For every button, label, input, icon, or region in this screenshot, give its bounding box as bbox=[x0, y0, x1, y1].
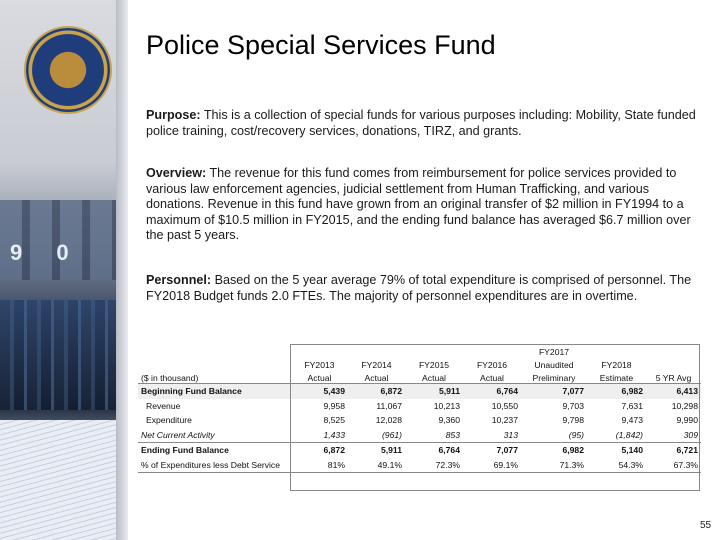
table-cell: 6,764 bbox=[463, 384, 521, 399]
table-header-cell: FY2018 bbox=[601, 360, 632, 370]
table-header-cell bbox=[405, 344, 463, 357]
table-header-cell: ($ in thousand) bbox=[138, 370, 291, 384]
table-header-cell bbox=[291, 344, 349, 357]
table-cell: 69.1% bbox=[463, 458, 521, 473]
table-row-label: Revenue bbox=[138, 399, 291, 414]
table-header-cell: Actual bbox=[422, 373, 446, 383]
purpose-text: This is a collection of special funds for various purposes including: Mobility, State funded police training, cost/recovery services, donations, TIRZ, and grants. bbox=[146, 108, 696, 138]
table-header-cell bbox=[463, 344, 521, 357]
table-header-cell: 5 YR Avg bbox=[655, 373, 692, 383]
paper-image bbox=[0, 420, 118, 540]
table-cell: 54.3% bbox=[587, 458, 646, 473]
table-header-row bbox=[138, 357, 701, 370]
skyline-overlay bbox=[0, 300, 118, 410]
table-cell: 10,550 bbox=[491, 400, 518, 411]
overview-label: Overview: bbox=[146, 166, 207, 180]
table-cell: 12,028 bbox=[375, 415, 402, 426]
table-header-cell: FY2013 bbox=[304, 360, 335, 370]
table-cell: 9,958 bbox=[323, 400, 345, 411]
table-header-cell: FY2017 bbox=[538, 347, 570, 357]
table-cell: 853 bbox=[445, 429, 460, 440]
table-header-cell: FY2015 bbox=[418, 360, 450, 370]
side-panel-divider bbox=[116, 0, 128, 540]
table-header-cell: FY2016 bbox=[476, 360, 508, 370]
table-cell: 72.3% bbox=[405, 458, 463, 473]
purpose-label: Purpose: bbox=[146, 108, 201, 122]
table-cell: 5,439 bbox=[291, 384, 349, 399]
page-number: 55 bbox=[700, 520, 712, 531]
table-cell: 5,911 bbox=[348, 443, 405, 458]
decorative-side-panel bbox=[0, 0, 128, 540]
table-cell: 11,067 bbox=[376, 400, 402, 411]
table-row-label: % of Expenditures less Debt Service bbox=[138, 458, 291, 473]
table-cell: 7,631 bbox=[621, 400, 643, 411]
fund-summary-table bbox=[138, 344, 701, 473]
table-cell: 49.1% bbox=[348, 458, 405, 473]
personnel-paragraph bbox=[146, 273, 701, 304]
overview-text: The revenue for this fund comes from reimbursement for police services provided to various law enforcement agencies, judicial settlement from Human Trafficking, and various donations. Revenue in this fund have grown from an original transfer of $2 million in FY1994 to a maximum of $10.5 million in FY2015, and the ending fund balance has averaged $6.7 million over the past 5 years. bbox=[146, 166, 691, 243]
table-cell: 71.3% bbox=[521, 458, 587, 473]
table-header-cell bbox=[587, 344, 646, 357]
table-row bbox=[138, 384, 701, 399]
table-cell: 9,798 bbox=[562, 415, 584, 426]
table-header-cell bbox=[646, 357, 701, 370]
overview-paragraph bbox=[146, 166, 701, 244]
table-header-cell: Actual bbox=[364, 373, 389, 383]
table-cell: 6,721 bbox=[646, 443, 701, 458]
table-cell: 6,764 bbox=[405, 443, 463, 458]
personnel-text: Based on the 5 year average 79% of total expenditure is comprised of personnel. The FY2018 Budget funds 2.0 FTEs. The majority of personnel expenditures are in overtime. bbox=[146, 273, 692, 303]
table-header-cell: Unaudited bbox=[534, 360, 574, 370]
table-row-label: Ending Fund Balance bbox=[138, 443, 291, 458]
table-cell: 10,213 bbox=[433, 400, 460, 411]
table-header-row bbox=[138, 370, 701, 384]
table-cell: 10,237 bbox=[491, 415, 518, 426]
city-seal-logo bbox=[26, 28, 110, 112]
table-row-label: Net Current Activity bbox=[138, 428, 291, 443]
table-cell: 6,872 bbox=[348, 384, 405, 399]
table-cell: 67.3% bbox=[646, 458, 701, 473]
table-cell: (961) bbox=[381, 429, 402, 440]
table-row bbox=[138, 413, 701, 428]
table-cell: 6,982 bbox=[587, 384, 646, 399]
table-cell: 9,360 bbox=[438, 415, 460, 426]
table-cell: 1,433 bbox=[323, 429, 345, 440]
table-cell: (1,842) bbox=[615, 429, 643, 440]
table-cell: 5,140 bbox=[587, 443, 646, 458]
table-cell: (95) bbox=[568, 429, 584, 440]
table-cell: 81% bbox=[291, 458, 349, 473]
personnel-label: Personnel: bbox=[146, 273, 212, 287]
table-row bbox=[138, 428, 701, 443]
table-cell: 7,077 bbox=[463, 443, 521, 458]
table-row bbox=[138, 458, 701, 473]
table-cell: 7,077 bbox=[521, 384, 587, 399]
table-cell: 5,911 bbox=[405, 384, 463, 399]
slide-title: Police Special Services Fund bbox=[146, 30, 496, 60]
purpose-paragraph bbox=[146, 108, 701, 139]
table-header-cell: FY2014 bbox=[361, 360, 392, 370]
table-header-cell bbox=[138, 344, 291, 357]
calculator-keys: 9 0 bbox=[10, 240, 83, 265]
table-cell: 9,473 bbox=[621, 415, 643, 426]
table-header-cell: Estimate bbox=[599, 373, 634, 383]
table-header-cell bbox=[348, 344, 405, 357]
table-cell: 9,990 bbox=[676, 415, 698, 426]
table-header-cell bbox=[138, 357, 291, 370]
table-header-cell: Actual bbox=[307, 373, 332, 383]
table-cell: 313 bbox=[503, 429, 518, 440]
table-cell: 6,872 bbox=[291, 443, 349, 458]
table-row-label: Beginning Fund Balance bbox=[138, 384, 291, 399]
table-header-row bbox=[138, 344, 701, 357]
table-cell: 8,525 bbox=[323, 415, 345, 426]
table-row-label: Expenditure bbox=[138, 413, 291, 428]
table-cell: 9,703 bbox=[562, 400, 584, 411]
table-cell: 6,413 bbox=[646, 384, 701, 399]
table-header-cell: Preliminary bbox=[532, 373, 576, 383]
table-header-cell: Actual bbox=[480, 373, 504, 383]
table-cell: 6,982 bbox=[521, 443, 587, 458]
table-row bbox=[138, 399, 701, 414]
table-cell: 309 bbox=[683, 429, 698, 440]
table-header-cell bbox=[646, 344, 701, 357]
table-row bbox=[138, 443, 701, 458]
table-cell: 10,298 bbox=[671, 400, 698, 411]
